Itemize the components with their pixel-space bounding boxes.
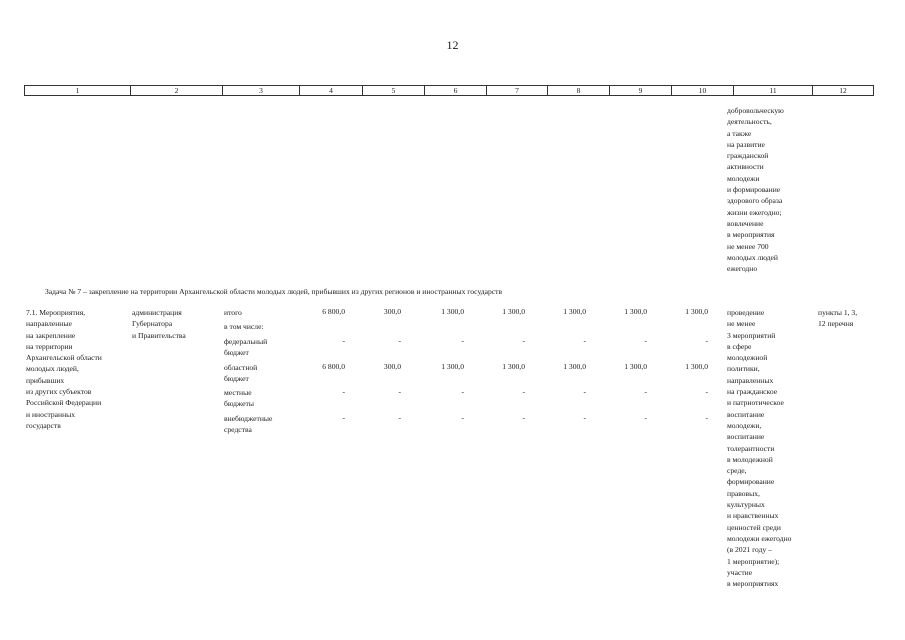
header-col-7: 7 <box>487 86 548 96</box>
funding-value: - <box>342 413 345 422</box>
source-local-label: местные бюджеты <box>224 388 254 409</box>
source-extrabudget-label: внебюджетные средства <box>224 414 273 435</box>
funding-value: - <box>461 387 464 396</box>
header-col-5: 5 <box>363 86 425 96</box>
page-number: 12 <box>446 38 459 52</box>
funding-value: 1 300,0 <box>502 362 525 371</box>
funding-value: - <box>583 336 586 345</box>
funding-value: 300,0 <box>383 307 401 316</box>
header-col-4: 4 <box>300 86 363 96</box>
funding-value: - <box>342 336 345 345</box>
funding-value: - <box>522 336 525 345</box>
source-regional-label: областной бюджет <box>224 363 258 384</box>
funding-value: 1 300,0 <box>624 362 647 371</box>
funding-value: - <box>644 336 647 345</box>
header-col-9: 9 <box>610 86 672 96</box>
funding-value: 1 300,0 <box>624 307 647 316</box>
funding-value: - <box>705 413 708 422</box>
header-col-12: 12 <box>813 86 874 96</box>
funding-value: - <box>342 387 345 396</box>
funding-value: 1 300,0 <box>502 307 525 316</box>
funding-value: - <box>705 336 708 345</box>
funding-value: - <box>522 387 525 396</box>
header-col-8: 8 <box>548 86 610 96</box>
funding-value: 1 300,0 <box>685 362 708 371</box>
funding-value: - <box>461 336 464 345</box>
funding-value: - <box>705 387 708 396</box>
header-col-3: 3 <box>223 86 300 96</box>
funding-value: - <box>398 413 401 422</box>
funding-value: 6 800,0 <box>322 362 345 371</box>
funding-value: - <box>583 413 586 422</box>
column-number-header <box>24 85 874 96</box>
funding-value: 1 300,0 <box>441 307 464 316</box>
source-federal-label: федеральный бюджет <box>224 337 268 358</box>
row-7-1-measure-name: 7.1. Мероприятия, направленные на закрепление на территории Архангельской области молодых людей, прибывших из других субъектов Российской Федерации и иностранных государств <box>26 308 102 430</box>
funding-value: 300,0 <box>383 362 401 371</box>
funding-value: - <box>583 387 586 396</box>
header-col-1: 1 <box>25 86 131 96</box>
funding-value: - <box>644 413 647 422</box>
continuation-expected-results: добровольческую деятельность, а также на развитие гражданской активности молодежи и формирование здорового образа жизни ежегодно; вовлечение в мероприятия не менее 700 молодых людей ежегодно <box>727 106 784 274</box>
header-col-6: 6 <box>425 86 487 96</box>
header-col-2: 2 <box>131 86 223 96</box>
funding-value: - <box>398 387 401 396</box>
funding-value: 1 300,0 <box>685 307 708 316</box>
header-col-10: 10 <box>672 86 734 96</box>
row-7-1-indicator-refs: пункты 1, 3, 12 перечня <box>818 308 858 329</box>
header-col-11: 11 <box>734 86 813 96</box>
funding-value: 1 300,0 <box>563 307 586 316</box>
funding-value: 6 800,0 <box>322 307 345 316</box>
funding-value: 1 300,0 <box>441 362 464 371</box>
funding-value: - <box>522 413 525 422</box>
row-7-1-responsible: администрация Губернатора и Правительства <box>132 308 186 340</box>
task-7-title: Задача № 7 – закрепление на территории Архангельской области молодых людей, прибывших из других регионов и иностранных государств <box>45 287 503 296</box>
funding-value: 1 300,0 <box>563 362 586 371</box>
funding-value: - <box>461 413 464 422</box>
source-including-label: в том числе: <box>224 322 264 331</box>
funding-value: - <box>398 336 401 345</box>
source-total-label: итого <box>224 308 242 317</box>
row-7-1-expected-results: проведение не менее 3 мероприятий в сфере молодежной политики, направленных на гражданское и патриотическое воспитание молодежи, воспитание толерантности в молодежной среде, формирование правовых, культурных и нравственных ценностей среди молодежи ежегодно (в 2021 году – 1 мероприятие); участие в мероприятиях <box>727 308 792 589</box>
funding-value: - <box>644 387 647 396</box>
